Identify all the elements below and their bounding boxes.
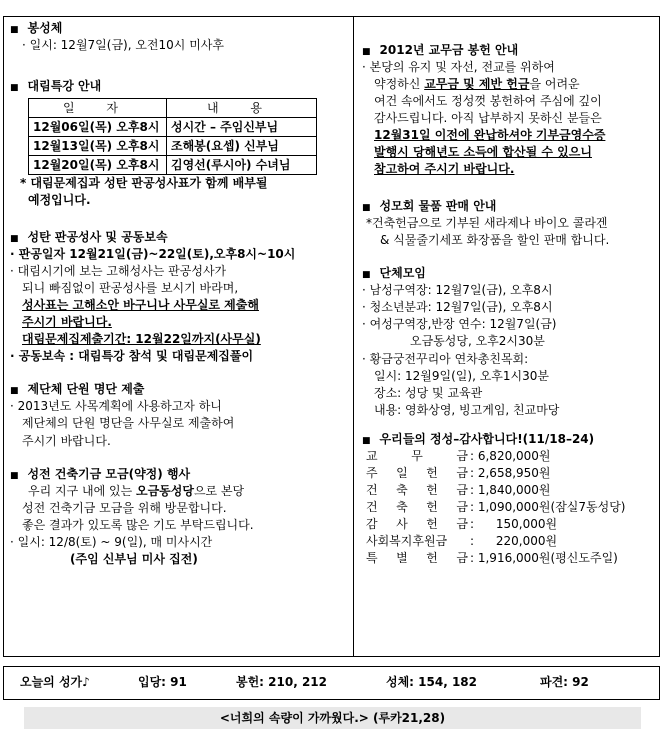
note-line: 예정입니다. <box>28 193 91 208</box>
offering-label: 건 축 헌 금 <box>366 482 468 497</box>
info-line: · 황금궁전꾸리아 연차총친목회: <box>362 351 529 366</box>
offering-row: 특 별 헌 금 : 1,916,000원(평신도주일) <box>362 550 656 567</box>
info-line: 약정하신 교무금 및 제반 헌금을 어려운 <box>374 77 580 92</box>
hymn-communion: 성체: 154, 182 <box>386 675 477 690</box>
info-line: 장소: 성당 및 교육관 <box>374 385 483 400</box>
section-title: 성모회 물품 판매 안내 <box>379 199 497 214</box>
table-cell: 12월06일(목) 오후8시 <box>29 118 167 137</box>
info-line: 주시기 바랍니다. <box>22 433 111 448</box>
offering-row: 주 일 헌 금 : 2,658,950원 <box>362 465 656 482</box>
info-line: 감사드립니다. 아직 납부하지 못하신 분들은 <box>374 111 602 126</box>
info-line: 성전 건축기금 모금을 위해 방문합니다. <box>22 500 227 515</box>
info-line: 참고하여 주시기 바랍니다. <box>374 162 515 177</box>
offering-label: 교 무 금 <box>366 448 468 463</box>
info-line: & 식물줄기세포 화장품을 할인 판매 합니다. <box>380 233 610 248</box>
table-row <box>29 156 317 175</box>
info-line: · 청소년분과: 12월7일(금), 오후8시 <box>362 300 553 315</box>
section-title: 우리들의 정성–감사합니다!(11/18–24) <box>379 431 595 446</box>
highlight-text: 교무금 및 제반 헌금 <box>424 77 530 92</box>
scripture-verse: <너희의 속량이 가까웠다.> (루카21,28) <box>24 707 641 729</box>
table-header-row <box>29 99 317 118</box>
square-bullet-icon: ■ <box>10 234 19 245</box>
info-line: · 2013년도 사목계획에 사용하고자 하니 <box>10 399 222 414</box>
section-groups <box>10 381 342 449</box>
section-title: 봉성체 <box>27 21 63 35</box>
info-line: 되니 빠짐없이 판공성사를 보시기 바라며, <box>22 281 239 296</box>
offering-label: 사회복지후원금 <box>366 533 448 548</box>
hymns-bar <box>3 666 660 700</box>
table-header: 일 자 <box>29 99 167 118</box>
section-offering <box>362 431 656 567</box>
note-line: (주임 신부님 미사 집전) <box>70 551 198 566</box>
offering-row: 교 무 금 : 6,820,000원 <box>362 448 656 465</box>
info-line: · 일시: 12/8(토) ~ 9(일), 매 미사시간 <box>10 534 213 549</box>
section-tithe <box>362 42 656 178</box>
hymn-offertory: 봉헌: 210, 212 <box>236 675 327 690</box>
table-header: 내 용 <box>167 99 317 118</box>
info-line: · 여성구역장,반장 연수: 12월7일(금) <box>362 317 557 332</box>
offering-row: 건 축 헌 금 : 1,840,000원 <box>362 482 656 499</box>
info-line: 여건 속에서도 정성껏 봉헌하여 주심에 깊이 <box>374 94 602 109</box>
info-line: · 판공일자 12월21일(금)~22일(토),오후8시~10시 <box>10 247 296 262</box>
right-column <box>362 42 656 567</box>
section-meetings <box>362 265 656 418</box>
offering-amount: 1,916,000원(평신도주일) <box>477 550 618 565</box>
offering-row: 건 축 헌 금 : 1,090,000원(잠실7동성당) <box>362 499 656 516</box>
offering-label: 주 일 헌 금 <box>366 465 468 480</box>
offering-label: 건 축 헌 금 <box>366 499 468 514</box>
hymn-entrance: 입당: 91 <box>138 675 187 690</box>
section-confirmation <box>10 20 342 54</box>
offering-row: 사회복지후원금 : 220,000원 <box>362 533 656 550</box>
section-confession <box>10 229 342 365</box>
table-cell: 12월20일(목) 오후8시 <box>29 156 167 175</box>
offering-row: 감 사 헌 금 : 150,000원 <box>362 516 656 533</box>
section-building-fund <box>10 466 342 568</box>
info-line: 일시: 12월9일(일), 오후1시30분 <box>374 368 549 383</box>
table-cell: 조해봉(요셉) 신부님 <box>167 137 317 156</box>
lecture-schedule-table <box>28 98 317 175</box>
offering-amount: 220,000원 <box>495 533 558 548</box>
square-bullet-icon: ■ <box>362 435 371 446</box>
info-line: 좋은 결과가 있도록 많은 기도 부탁드립니다. <box>22 517 254 532</box>
square-bullet-icon: ■ <box>362 203 371 214</box>
info-line: · 공동보속 : 대림특강 참석 및 대림문제집풀이 <box>10 349 254 364</box>
left-column <box>10 20 342 568</box>
offering-amount: 1,090,000원(잠실7동성당) <box>477 499 626 514</box>
square-bullet-icon: ■ <box>10 386 19 397</box>
section-title: 제단체 단원 명단 제출 <box>27 382 145 397</box>
info-line: 대림문제집제출기간: 12월22일까지(사무실) <box>22 332 261 347</box>
offering-label: 감 사 헌 금 <box>366 516 468 531</box>
table-cell: 성시간 – 주임신부님 <box>167 118 317 137</box>
info-line: 내용: 영화상영, 빙고게임, 친교마당 <box>374 402 560 417</box>
section-title: 2012년 교무금 봉헌 안내 <box>379 43 519 57</box>
offering-label: 특 별 헌 금 <box>366 550 468 565</box>
offering-amount: 6,820,000원 <box>477 448 551 463</box>
section-title: 대림특강 안내 <box>27 79 102 94</box>
section-lent-lecture <box>10 78 342 209</box>
square-bullet-icon: ■ <box>10 25 19 35</box>
church-name: 오금동성당 <box>136 483 194 498</box>
column-divider <box>353 16 354 657</box>
info-line: · 대림시기에 보는 고해성사는 판공성사가 <box>10 264 227 279</box>
square-bullet-icon: ■ <box>10 83 19 94</box>
info-line: 오금동성당, 오후2시30분 <box>410 334 545 349</box>
section-title: 성탄 판공성사 및 공동보속 <box>27 230 168 245</box>
info-line: · 일시: 12월7일(금), 오전10시 미사후 <box>22 38 224 53</box>
section-title: 성전 건축기금 모금(약정) 행사 <box>27 466 191 481</box>
square-bullet-icon: ■ <box>10 470 19 481</box>
hymn-recessional: 파견: 92 <box>540 675 589 690</box>
offering-amount: 150,000원 <box>495 516 558 531</box>
offering-amount: 1,840,000원 <box>477 482 551 497</box>
info-line: 주시기 바랍니다. <box>22 315 112 330</box>
info-line: *건축헌금으로 기부된 새라제나 바이오 콜라겐 <box>366 216 608 231</box>
offering-amount: 2,658,950원 <box>477 465 551 480</box>
table-cell: 12월13일(목) 오후8시 <box>29 137 167 156</box>
info-line: 우리 지구 내에 있는 오금동성당으로 본당 <box>28 483 245 498</box>
info-line: · 남성구역장: 12월7일(금), 오후8시 <box>362 283 553 298</box>
section-goods-sale <box>362 198 656 249</box>
square-bullet-icon: ■ <box>362 270 371 281</box>
info-line: 성사표는 고해소안 바구니나 사무실로 제출해 <box>22 298 259 313</box>
note-line: * 대림문제집과 성탄 판공성사표가 함께 배부될 <box>20 176 268 191</box>
section-title: 단체모임 <box>379 266 426 281</box>
table-row <box>29 118 317 137</box>
table-cell: 김영선(루시아) 수녀님 <box>167 156 317 175</box>
info-line: 발행시 당해년도 소득에 합산될 수 있으니 <box>374 145 592 160</box>
hymns-label: 오늘의 성가♪ <box>20 675 90 690</box>
info-line: 제단체의 단원 명단을 사무실로 제출하여 <box>22 416 235 431</box>
square-bullet-icon: ■ <box>362 47 371 57</box>
table-row <box>29 137 317 156</box>
info-line: 12월31일 이전에 완납하셔야 기부금영수증 <box>374 128 606 143</box>
info-line: · 본당의 유지 및 자선, 전교를 위하여 <box>362 60 555 75</box>
